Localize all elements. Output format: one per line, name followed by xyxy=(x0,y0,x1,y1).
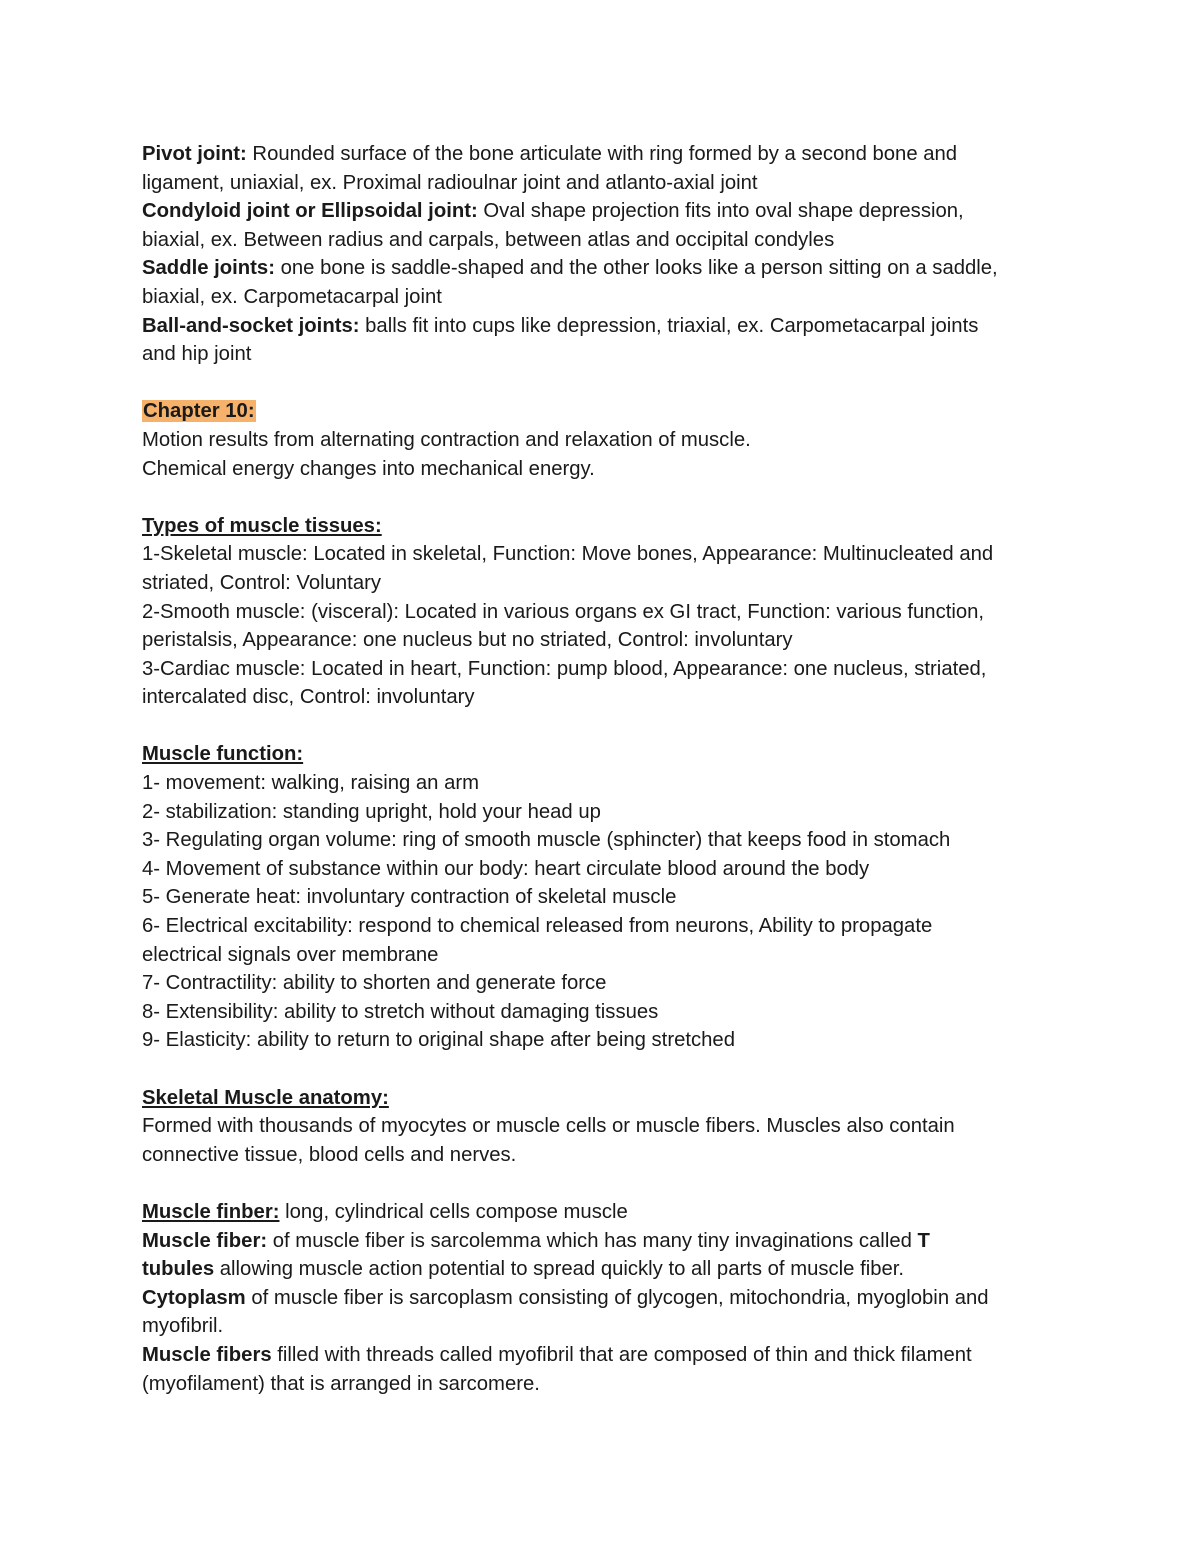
chapter-heading: Chapter 10: xyxy=(143,400,255,423)
saddle-joint-line-2: biaxial, ex. Carpometacarpal joint xyxy=(142,285,442,308)
saddle-joint-line-1 xyxy=(142,254,1062,283)
skeletal-anatomy-line-1: Formed with thousands of myocytes or muscle cells or muscle fibers. Muscles also contain xyxy=(142,1115,955,1138)
ball-socket-joint-line-2: and hip joint xyxy=(142,343,252,366)
spacer xyxy=(142,369,1062,398)
tubules-text: allowing muscle action potential to spread quickly to all parts of muscle fiber. xyxy=(214,1258,905,1281)
muscle-types-line: peristalsis, Appearance: one nucleus but no striated, Control: involuntary xyxy=(142,629,793,652)
skeletal-anatomy-line-2: connective tissue, blood cells and nerves. xyxy=(142,1143,517,1166)
pivot-joint-text: Rounded surface of the bone articulate with ring formed by a second bone and xyxy=(246,143,958,165)
muscle-fiber-term: Muscle fiber: xyxy=(142,1229,268,1252)
pivot-joint-line-1 xyxy=(142,140,1062,169)
muscle-fibers-term: Muscle fibers xyxy=(142,1343,272,1366)
muscle-fibers-line-2: (myofilament) that is arranged in sarcomere. xyxy=(142,1372,540,1395)
muscle-fiber-line-2 xyxy=(142,1255,1062,1284)
skeletal-anatomy-heading: Skeletal Muscle anatomy: xyxy=(142,1086,389,1109)
saddle-joint-text: one bone is saddle-shaped and the other looks like a person sitting on a saddle, xyxy=(274,257,998,280)
muscle-function-line: 8- Extensibility: ability to stretch without damaging tissues xyxy=(142,1000,659,1023)
cytoplasm-line-2: myofibril. xyxy=(142,1315,224,1338)
document-page xyxy=(142,140,1062,1398)
saddle-joint-term: Saddle joints: xyxy=(142,257,275,280)
cytoplasm-term: Cytoplasm xyxy=(142,1286,246,1309)
muscle-function-line: 3- Regulating organ volume: ring of smooth muscle (sphincter) that keeps food in stomach xyxy=(142,829,951,852)
tubules-term: tubules xyxy=(142,1258,215,1281)
chapter-intro-line-1: Motion results from alternating contraction and relaxation of muscle. xyxy=(142,428,751,451)
muscle-function-line: 6- Electrical excitability: respond to chemical released from neurons, Ability to propagate xyxy=(142,915,933,938)
spacer xyxy=(142,1055,1062,1084)
muscle-function-line: 5- Generate heat: involuntary contraction of skeletal muscle xyxy=(142,886,677,909)
t-letter: T xyxy=(917,1229,930,1252)
muscle-finber-text: long, cylindrical cells compose muscle xyxy=(279,1200,628,1223)
muscle-fibers-line-1 xyxy=(142,1341,1062,1370)
ball-socket-joint-term: Ball-and-socket joints: xyxy=(142,314,360,337)
muscle-types-line: 2-Smooth muscle: (visceral): Located in various organs ex GI tract, Function: various function, xyxy=(142,600,985,623)
muscle-types-heading: Types of muscle tissues: xyxy=(142,514,382,537)
muscle-function-heading: Muscle function: xyxy=(142,743,304,766)
muscle-function-line: electrical signals over membrane xyxy=(142,943,439,966)
muscle-fiber-line-1 xyxy=(142,1227,1062,1256)
pivot-joint-line-2: ligament, uniaxial, ex. Proximal radioulnar joint and atlanto-axial joint xyxy=(142,171,758,194)
condyloid-joint-line-1 xyxy=(142,197,1062,226)
muscle-function-line: 1- movement: walking, raising an arm xyxy=(142,772,480,795)
muscle-function-line: 2- stabilization: standing upright, hold your head up xyxy=(142,800,601,823)
spacer xyxy=(142,1169,1062,1198)
pivot-joint-term: Pivot joint: xyxy=(142,143,247,165)
muscle-types-line: 1-Skeletal muscle: Located in skeletal, Function: Move bones, Appearance: Multinucleated and xyxy=(142,543,994,566)
condyloid-joint-term: Condyloid joint or Ellipsoidal joint: xyxy=(142,200,478,223)
muscle-function-line: 4- Movement of substance within our body: heart circulate blood around the body xyxy=(142,857,870,880)
muscle-fiber-text: of muscle fiber is sarcolemma which has many tiny invaginations called xyxy=(267,1229,918,1252)
muscle-types-line: 3-Cardiac muscle: Located in heart, Function: pump blood, Appearance: one nucleus, striated, xyxy=(142,657,987,680)
condyloid-joint-line-2: biaxial, ex. Between radius and carpals, between atlas and occipital condyles xyxy=(142,228,835,251)
cytoplasm-text: of muscle fiber is sarcoplasm consisting of glycogen, mitochondria, myoglobin and xyxy=(245,1286,989,1309)
cytoplasm-line-1 xyxy=(142,1284,1062,1313)
ball-socket-joint-line-1 xyxy=(142,312,1062,341)
spacer xyxy=(142,712,1062,741)
muscle-function-line: 7- Contractility: ability to shorten and generate force xyxy=(142,972,607,995)
muscle-fibers-text: filled with threads called myofibril that are composed of thin and thick filament xyxy=(271,1343,972,1366)
chapter-intro-line-2: Chemical energy changes into mechanical energy. xyxy=(142,457,595,480)
spacer xyxy=(142,483,1062,512)
muscle-function-line: 9- Elasticity: ability to return to original shape after being stretched xyxy=(142,1029,735,1052)
muscle-types-line: striated, Control: Voluntary xyxy=(142,571,381,594)
ball-socket-joint-text: balls fit into cups like depression, triaxial, ex. Carpometacarpal joints xyxy=(359,314,979,337)
chapter-heading-line xyxy=(142,397,1062,426)
condyloid-joint-text: Oval shape projection fits into oval shape depression, xyxy=(477,200,964,223)
muscle-types-line: intercalated disc, Control: involuntary xyxy=(142,686,475,709)
muscle-finber-line xyxy=(142,1198,1062,1227)
muscle-finber-term: Muscle finber: xyxy=(142,1200,280,1223)
